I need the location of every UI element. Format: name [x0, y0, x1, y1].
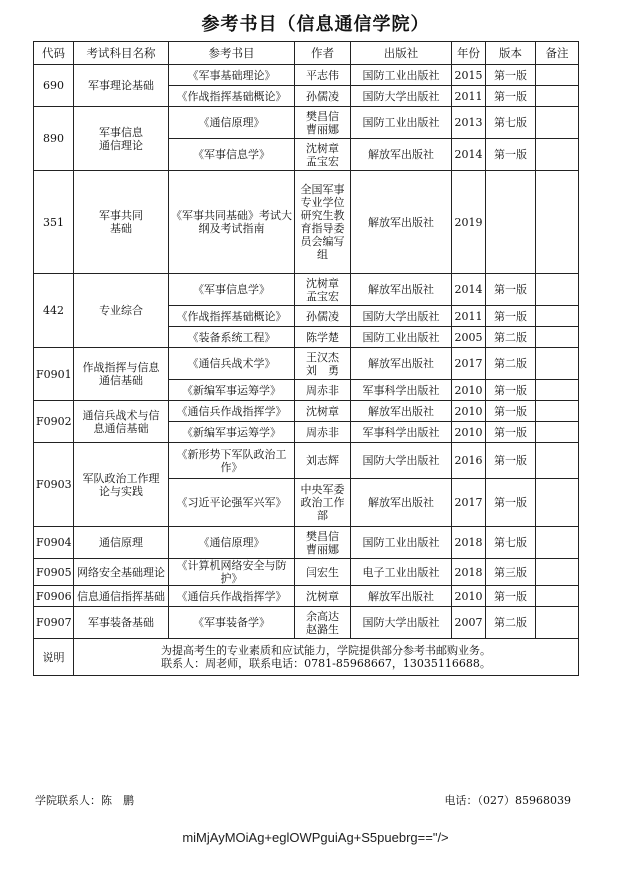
subject-name-line: 论与实践 — [99, 484, 143, 498]
table-row — [34, 401, 579, 422]
table-header-row — [34, 42, 579, 65]
book-author — [295, 527, 351, 559]
author-line: 陈学楚 — [306, 330, 339, 344]
book-remark — [536, 401, 579, 422]
book-year: 2014 — [452, 139, 486, 171]
table-row — [34, 586, 579, 607]
book-edition: 第一版 — [486, 65, 536, 86]
subject-name-line: 通信兵战术与信 — [82, 408, 160, 422]
subject-code: 690 — [34, 65, 74, 107]
subject-name-line: 作战指挥与信息 — [82, 361, 160, 374]
book-remark — [536, 443, 579, 479]
college-contact: 学院联系人：陈 鹏 — [35, 794, 134, 807]
book-publisher: 国防大学出版社 — [351, 443, 452, 479]
book-publisher: 国防大学出版社 — [351, 306, 452, 327]
book-author — [295, 107, 351, 139]
book-edition: 第一版 — [486, 422, 536, 443]
subject-code: F0903 — [34, 443, 74, 527]
author-line: 孙儒凌 — [306, 89, 339, 103]
book-remark — [536, 422, 579, 443]
book-year: 2013 — [452, 107, 486, 139]
book-title: 《新编军事运筹学》 — [169, 422, 295, 443]
header-edition: 版本 — [486, 42, 536, 65]
subject-name-line: 信息通信指挥基础 — [77, 589, 165, 603]
college-phone: 电话：（027）85968039 — [444, 794, 571, 807]
table-row — [34, 107, 579, 139]
page-title: 参考书目（信息通信学院） — [201, 14, 430, 35]
subject-name — [74, 586, 169, 607]
book-remark — [536, 171, 579, 274]
author-line: 樊昌信 — [306, 529, 339, 543]
author-line: 曹丽娜 — [306, 122, 339, 136]
author-line: 平志伟 — [306, 68, 339, 82]
author-line: 闫宏生 — [306, 565, 339, 579]
book-edition: 第一版 — [486, 380, 536, 401]
book-remark — [536, 586, 579, 607]
book-author — [295, 401, 351, 422]
book-year: 2014 — [452, 274, 486, 306]
book-publisher: 解放军出版社 — [351, 348, 452, 380]
subject-name — [74, 527, 169, 559]
note-row — [34, 639, 579, 676]
subject-name-line: 通信基础 — [99, 374, 143, 387]
book-edition: 第二版 — [486, 607, 536, 639]
book-title: 《通信兵战术学》 — [169, 348, 295, 380]
book-title: 《习近平论强军兴军》 — [169, 479, 295, 527]
subject-name — [74, 171, 169, 274]
book-remark — [536, 86, 579, 107]
author-line: 沈树章 — [306, 589, 339, 603]
table-row — [34, 559, 579, 586]
book-remark — [536, 380, 579, 401]
book-publisher: 解放军出版社 — [351, 171, 452, 274]
subject-name — [74, 348, 169, 401]
subject-code: F0905 — [34, 559, 74, 586]
subject-name-line: 军事共同 — [99, 209, 143, 222]
book-edition: 第一版 — [486, 274, 536, 306]
author-line: 育指导委 — [300, 222, 345, 235]
book-author — [295, 139, 351, 171]
subject-code: F0904 — [34, 527, 74, 559]
subject-name — [74, 443, 169, 527]
author-line: 沈树章 — [306, 141, 339, 155]
book-title: 《通信兵作战指挥学》 — [169, 586, 295, 607]
author-line: 孟宝宏 — [306, 289, 339, 303]
book-title: 《计算机网络安全与防护》 — [169, 559, 295, 586]
subject-code: 442 — [34, 274, 74, 348]
author-line: 周赤非 — [306, 425, 339, 439]
book-edition: 第三版 — [486, 559, 536, 586]
book-publisher: 国防工业出版社 — [351, 327, 452, 348]
subject-name — [74, 607, 169, 639]
reference-books-table — [33, 41, 579, 676]
book-year: 2010 — [452, 586, 486, 607]
book-year: 2017 — [452, 479, 486, 527]
book-edition: 第一版 — [486, 586, 536, 607]
book-title: 《军事共同基础》考试大纲及考试指南 — [169, 171, 295, 274]
book-year: 2019 — [452, 171, 486, 274]
book-year: 2007 — [452, 607, 486, 639]
subject-name — [74, 65, 169, 107]
author-line: 政治工作 — [300, 496, 345, 509]
book-author — [295, 443, 351, 479]
header-book: 参考书目 — [169, 42, 295, 65]
book-title: 《通信原理》 — [169, 527, 295, 559]
table-row — [34, 527, 579, 559]
author-line: 孟宝宏 — [306, 154, 339, 168]
author-line: 部 — [317, 509, 328, 522]
book-remark — [536, 559, 579, 586]
book-year: 2010 — [452, 380, 486, 401]
book-publisher: 解放军出版社 — [351, 139, 452, 171]
book-year: 2005 — [452, 327, 486, 348]
book-edition: 第一版 — [486, 306, 536, 327]
subject-name — [74, 559, 169, 586]
header-code: 代码 — [34, 42, 74, 65]
book-edition: 第一版 — [486, 443, 536, 479]
table-row — [34, 274, 579, 306]
book-title: 《通信原理》 — [169, 107, 295, 139]
book-publisher: 解放军出版社 — [351, 401, 452, 422]
author-line: 专业学位 — [300, 196, 345, 209]
note-label: 说明 — [34, 639, 74, 676]
subject-name — [74, 274, 169, 348]
book-year: 2015 — [452, 65, 486, 86]
book-edition: 第二版 — [486, 348, 536, 380]
author-line: 沈树章 — [306, 276, 339, 290]
book-publisher: 国防大学出版社 — [351, 607, 452, 639]
subject-name-line: 军事装备基础 — [88, 616, 154, 629]
book-remark — [536, 527, 579, 559]
author-line: 员会编写 — [300, 235, 345, 248]
book-author — [295, 380, 351, 401]
book-title: 《军事基础理论》 — [169, 65, 295, 86]
table-row — [34, 607, 579, 639]
table-row — [34, 171, 579, 274]
author-line: 中央军委 — [300, 483, 345, 496]
book-author — [295, 306, 351, 327]
book-edition: 第一版 — [486, 139, 536, 171]
book-remark — [536, 139, 579, 171]
subject-name-line: 息通信基础 — [93, 421, 149, 435]
subject-name-line: 通信原理 — [99, 536, 143, 549]
book-edition: 第一版 — [486, 86, 536, 107]
book-publisher: 解放军出版社 — [351, 586, 452, 607]
author-line: 樊昌信 — [306, 109, 339, 123]
author-line: 组 — [317, 248, 328, 261]
subject-code: F0907 — [34, 607, 74, 639]
subject-code: F0906 — [34, 586, 74, 607]
book-publisher: 解放军出版社 — [351, 274, 452, 306]
subject-name-line: 通信理论 — [99, 138, 143, 152]
note-line-1: 为提高考生的专业素质和应试能力，学院提供部分参考书邮购业务。 — [161, 644, 491, 657]
subject-name-line: 网络安全基础理论 — [77, 565, 165, 579]
book-author — [295, 559, 351, 586]
book-author — [295, 86, 351, 107]
header-author: 作者 — [295, 42, 351, 65]
book-remark — [536, 107, 579, 139]
book-title: 《军事装备学》 — [169, 607, 295, 639]
author-line: 余高达 — [306, 609, 339, 623]
author-line: 赵潞生 — [306, 622, 339, 636]
book-author — [295, 171, 351, 274]
subject-name-line: 军事理论基础 — [88, 79, 154, 92]
subject-code: F0901 — [34, 348, 74, 401]
table-row — [34, 348, 579, 380]
book-title: 《军事信息学》 — [169, 274, 295, 306]
book-author — [295, 327, 351, 348]
header-year: 年份 — [452, 42, 486, 65]
book-publisher: 国防工业出版社 — [351, 527, 452, 559]
table-row — [34, 443, 579, 479]
table-row — [34, 65, 579, 86]
table-body — [34, 65, 579, 639]
subject-name — [74, 401, 169, 443]
book-title: 《作战指挥基础概论》 — [169, 306, 295, 327]
book-year: 2011 — [452, 86, 486, 107]
subject-name-line: 专业综合 — [99, 304, 143, 317]
book-edition: 第二版 — [486, 327, 536, 348]
header-publisher: 出版社 — [351, 42, 452, 65]
author-line: 王汉杰 — [306, 350, 339, 364]
book-author — [295, 65, 351, 86]
book-year: 2018 — [452, 559, 486, 586]
subject-name-line: 军队政治工作理 — [82, 471, 160, 485]
author-line: 研究生教 — [300, 209, 345, 222]
book-author — [295, 607, 351, 639]
book-publisher: 电子工业出版社 — [351, 559, 452, 586]
book-year: 2010 — [452, 401, 486, 422]
book-publisher: 国防工业出版社 — [351, 107, 452, 139]
author-line: 周赤非 — [306, 383, 339, 397]
book-year: 2018 — [452, 527, 486, 559]
author-line: 曹丽娜 — [306, 542, 339, 556]
subject-name-line: 军事信息 — [99, 125, 143, 139]
book-publisher: 军事科学出版社 — [351, 380, 452, 401]
book-remark — [536, 607, 579, 639]
subject-name-line: 基础 — [110, 222, 132, 235]
book-remark — [536, 306, 579, 327]
book-title: 《通信兵作战指挥学》 — [169, 401, 295, 422]
book-author — [295, 586, 351, 607]
subject-code: 351 — [34, 171, 74, 274]
subject-code: 890 — [34, 107, 74, 171]
book-title: 《作战指挥基础概论》 — [169, 86, 295, 107]
book-year: 2016 — [452, 443, 486, 479]
book-year: 2017 — [452, 348, 486, 380]
book-author — [295, 479, 351, 527]
book-remark — [536, 65, 579, 86]
note-text — [74, 639, 579, 676]
stray-text: miMjAyMOiAg+eglOWPguiAg+S5puebrg=="/> — [182, 830, 449, 845]
book-year: 2011 — [452, 306, 486, 327]
book-title: 《装备系统工程》 — [169, 327, 295, 348]
book-remark — [536, 348, 579, 380]
author-line: 刘 勇 — [306, 363, 339, 377]
book-year: 2010 — [452, 422, 486, 443]
book-remark — [536, 327, 579, 348]
book-title: 《新形势下军队政治工作》 — [169, 443, 295, 479]
header-remark: 备注 — [536, 42, 579, 65]
header-subject: 考试科目名称 — [74, 42, 169, 65]
book-edition: 第一版 — [486, 401, 536, 422]
book-remark — [536, 479, 579, 527]
book-publisher: 解放军出版社 — [351, 479, 452, 527]
note-line-2: 联系人：周老师，联系电话：0781-85968667，13035116688。 — [161, 657, 491, 670]
book-author — [295, 422, 351, 443]
book-title: 《新编军事运筹学》 — [169, 380, 295, 401]
author-line: 沈树章 — [306, 404, 339, 418]
subject-name — [74, 107, 169, 171]
book-edition: 第七版 — [486, 527, 536, 559]
book-publisher: 国防工业出版社 — [351, 65, 452, 86]
book-publisher: 国防大学出版社 — [351, 86, 452, 107]
author-line: 孙儒凌 — [306, 309, 339, 323]
book-remark — [536, 274, 579, 306]
book-publisher: 军事科学出版社 — [351, 422, 452, 443]
book-author — [295, 274, 351, 306]
subject-code: F0902 — [34, 401, 74, 443]
author-line: 全国军事 — [300, 183, 345, 196]
book-edition: 第七版 — [486, 107, 536, 139]
book-edition: 第一版 — [486, 479, 536, 527]
book-author — [295, 348, 351, 380]
book-title: 《军事信息学》 — [169, 139, 295, 171]
author-line: 刘志辉 — [306, 454, 339, 467]
book-edition — [486, 171, 536, 274]
